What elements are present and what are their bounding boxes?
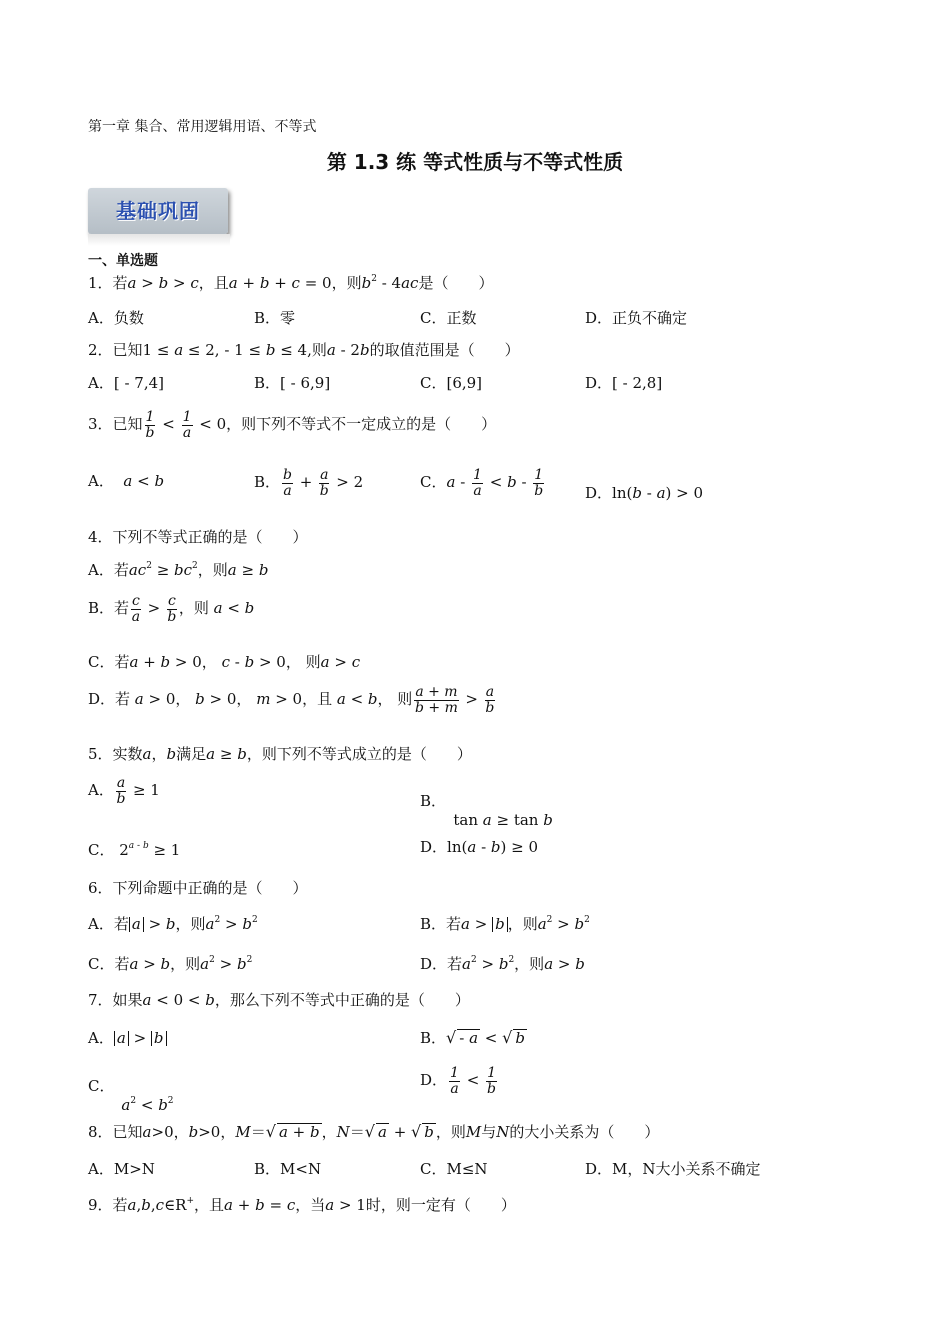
q2-option-a[interactable]: A．[ - 7,4] [88,374,164,392]
q3-option-c[interactable]: C．a - $\frac{1}{a}$ < b - $\frac{1}{b}$ [420,467,544,499]
question-6: 6．下列命题中正确的是（ ） [88,879,308,897]
q6-option-d[interactable]: D．若$a^2 > b^2$，则a > b [420,955,585,973]
q8-option-d[interactable]: D．M，N大小关系不确定 [585,1160,761,1178]
q8-option-b[interactable]: B．M<N [254,1160,322,1178]
q5-option-c[interactable]: C． $2^{a - b} \ge 1$ [88,841,181,859]
q7-option-a[interactable]: A． a > b [88,1027,167,1048]
q6-option-a[interactable]: A．若 a > b，则$a^2 > b^2$ [88,915,258,933]
q1-option-b[interactable]: B．零 [254,309,296,327]
question-9: 9．若a,b,c∈R+，且a + b = c，当a > 1时，则一定有（ ） [88,1196,516,1214]
q1-option-c[interactable]: C．正数 [420,309,477,327]
q3-option-d[interactable]: D．ln(b - a) > 0 [585,484,704,502]
q4-option-d[interactable]: D．若 a > 0， b > 0， m > 0，且 a < b， 则 $\frac{a + m}{b + m}$ > $\frac{a}{b}$ [88,684,495,716]
question-3: 3．已知 $\frac{1}{b}$ < $\frac{1}{a}$ < 0，则下列不等式不一定成立的是（ ） [88,409,497,441]
question-8: 8．已知a>0，b>0，M＝√ a + b ，N＝√ a + √ b ，则M与N的大小关系为（ ） [88,1122,660,1141]
q4-option-b[interactable]: B．若 $\frac{c}{a}$ > $\frac{c}{b}$ ，则 a < b [88,593,255,625]
q1-option-a[interactable]: A．负数 [88,309,144,327]
banner [88,188,228,234]
banner-shadow [88,234,230,246]
q4-option-c[interactable]: C．若a + b > 0， c - b > 0， 则a > c [88,653,361,671]
q7-option-d[interactable]: D． $\frac{1}{a}$ < $\frac{1}{b}$ [420,1065,496,1097]
q1-option-d[interactable]: D．正负不确定 [585,309,688,327]
page-title: 第 1.3 练 等式性质与不等式性质 [326,150,624,174]
q7-option-c[interactable]: C． $a^2 < b^2$ [88,1077,174,1114]
q2-option-c[interactable]: C．[6,9] [420,374,483,392]
q3-option-b[interactable]: B． $\frac{b}{a}$ + $\frac{a}{b}$ > 2 [254,467,364,499]
q2-option-b[interactable]: B．[ - 6,9] [254,374,331,392]
q4-option-a[interactable]: A．若$ac^2 \ge bc^2$，则a ≥ b [88,561,269,579]
q6-option-b[interactable]: B．若a > b ，则$a^2 > b^2$ [420,915,590,933]
q6-option-c[interactable]: C．若a > b，则$a^2 > b^2$ [88,955,253,973]
q7-option-b[interactable]: B．√ - a < √ b [420,1028,525,1047]
banner-label: 基础巩固 [116,199,200,223]
q5-option-a[interactable]: A． $\frac{a}{b}$ ≥ 1 [88,775,160,807]
section-heading: 一、单选题 [88,253,158,269]
q2-option-d[interactable]: D．[ - 2,8] [585,374,663,392]
q5-option-d[interactable]: D．ln(a - b) ≥ 0 [420,838,539,856]
question-4: 4．下列不等式正确的是（ ） [88,528,308,546]
q3-option-a[interactable]: A． a < b [88,472,165,490]
question-2: 2．已知1 ≤ a ≤ 2, - 1 ≤ b ≤ 4,则a - 2b的取值范围是（ ） [88,341,520,359]
q8-option-c[interactable]: C．M≤N [420,1160,488,1178]
q8-option-a[interactable]: A．M>N [88,1160,155,1178]
question-5: 5．实数a，b满足a ≥ b，则下列不等式成立的是（ ） [88,745,472,763]
question-1: 1．若a > b > c，且a + b + c = 0，则$b^2 - 4ac$是（ ） [88,274,494,292]
question-7: 7．如果a < 0 < b，那么下列不等式中正确的是（ ） [88,991,470,1009]
q5-option-b[interactable]: B． tan a ≥ tan b [420,792,553,829]
chapter-label: 第一章 集合、常用逻辑用语、不等式 [88,119,317,135]
